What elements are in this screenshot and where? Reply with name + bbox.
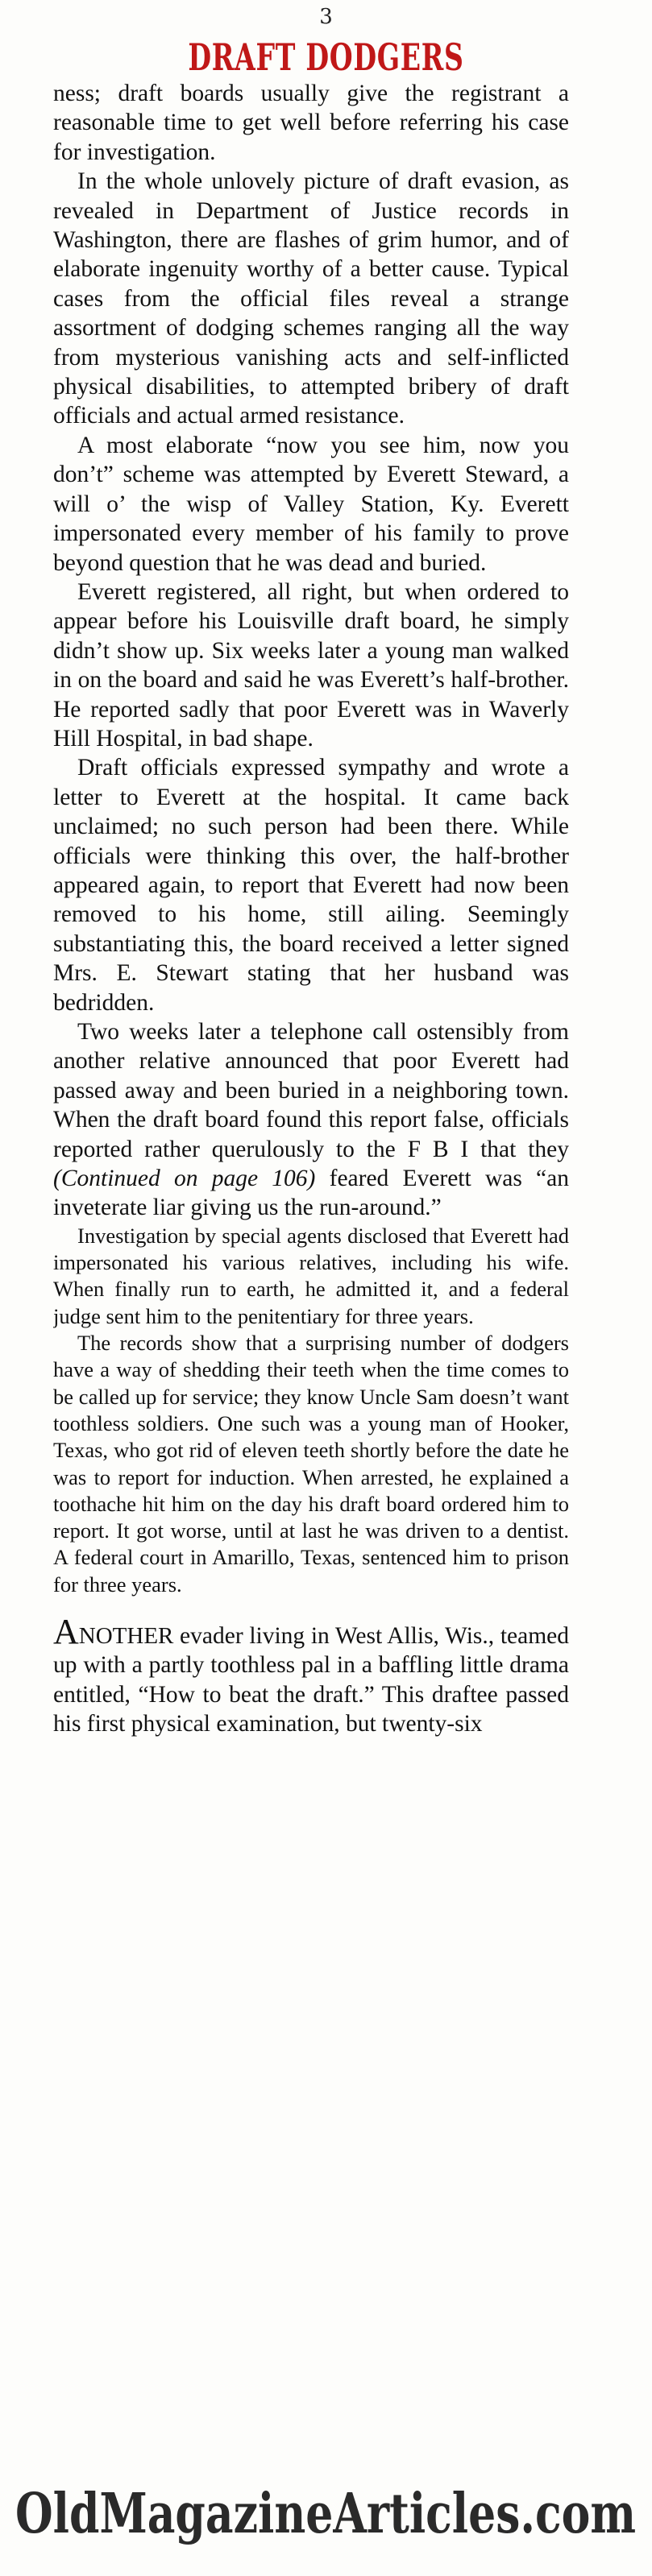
paragraph-8: The records show that a surprising number of dodgers have a way of shedding their teeth when the time comes to be called up for service; they know Uncle Sam doesn’t want toothless soldiers. One such was a young man of Hooker, Texas, who got rid of eleven teeth shortly before the date he was to report for induction. When arrested, he explained a toothache hit him on the day his draft board ordered him to report. It got worse, until at last he was driven to a dentist. A federal court in Amarillo, Texas, sentenced him to prison for three years. (53, 1331, 569, 1597)
paragraph-3: A most elaborate “now you see him, now you don’t” scheme was attempted by Everett Steward, a will o’ the wisp of Valley Station, Ky. Everett impersonated every member of his family to prove beyond question that he was dead and buried. (53, 432, 569, 576)
lead-in-caps: NOTHER (78, 1623, 174, 1649)
paragraph-6 (53, 1017, 569, 1223)
article-body (53, 79, 569, 2399)
drop-cap-letter: A (53, 1612, 79, 1651)
paragraph-7: Investigation by special agents disclosed that Everett had impersonated his various relatives, including his wife. When finally run to earth, he admitted it, and a federal judge sent him to the penitentiary for three years. (53, 1223, 569, 1328)
paragraph-4: Everett registered, all right, but when ordered to appear before his Louisville draft board, he simply didn’t show up. Six weeks later a young man walked in on the board and said he was Everett’s half-brother. He reported sadly that poor Everett was in Waverly Hill Hospital, in bad shape. (53, 578, 569, 752)
continued-on-page-note: (Continued on page 106) (53, 1166, 316, 1192)
article-header-title: DRAFT DODGERS (188, 35, 464, 79)
paragraph-1: ness; draft boards usually give the registrant a reasonable time to get well before referring his case for investigation. (53, 81, 569, 165)
paragraph-9 (53, 1612, 569, 1739)
paragraph-5: Draft officials expressed sympathy and wrote a letter to Everett at the hospital. It came back unclaimed; no such person had been there. While officials were thinking this over, the half-brother appeared again, to report that Everett had now been removed to his home, still ailing. Seemingly substantiating this, the board received a letter signed Mrs. E. Stewart stating that her husband was bedridden. (53, 755, 569, 1016)
site-watermark-logo (0, 2457, 652, 2570)
paragraph-9-text: evader living in West Allis, Wis., teamed up with a partly toothless pal in a baffling little drama entitled, “How to beat the draft.” This draftee passed his first physical examination, but twenty-six (53, 1623, 569, 1737)
page-number: 3 (319, 5, 333, 29)
watermark-logo-graphic (0, 2457, 652, 2570)
watermark-text: OldMagazineArticles.com (15, 2482, 636, 2546)
paragraph-6-text-end: feared Everett was “an inveterate liar giving us the run-around.” (53, 1166, 569, 1221)
paragraph-6-text-start: Two weeks later a telephone call ostensibly from another relative announced that poor Everett had passed away and been buried in a neighboring town. When the draft board found this report false, officials reported rather querulously to the F B I that they (53, 1019, 569, 1162)
paragraph-2: In the whole unlovely picture of draft evasion, as revealed in Department of Justice records in Washington, there are flashes of grim humor, and of elaborate ingenuity worthy of a better cause. Typical cases from the official files reveal a strange assortment of dodging schemes ranging all the way from mysterious vanishing acts and self-inflicted physical disabilities, to attempted bribery of draft officials and actual armed resistance. (53, 168, 569, 429)
